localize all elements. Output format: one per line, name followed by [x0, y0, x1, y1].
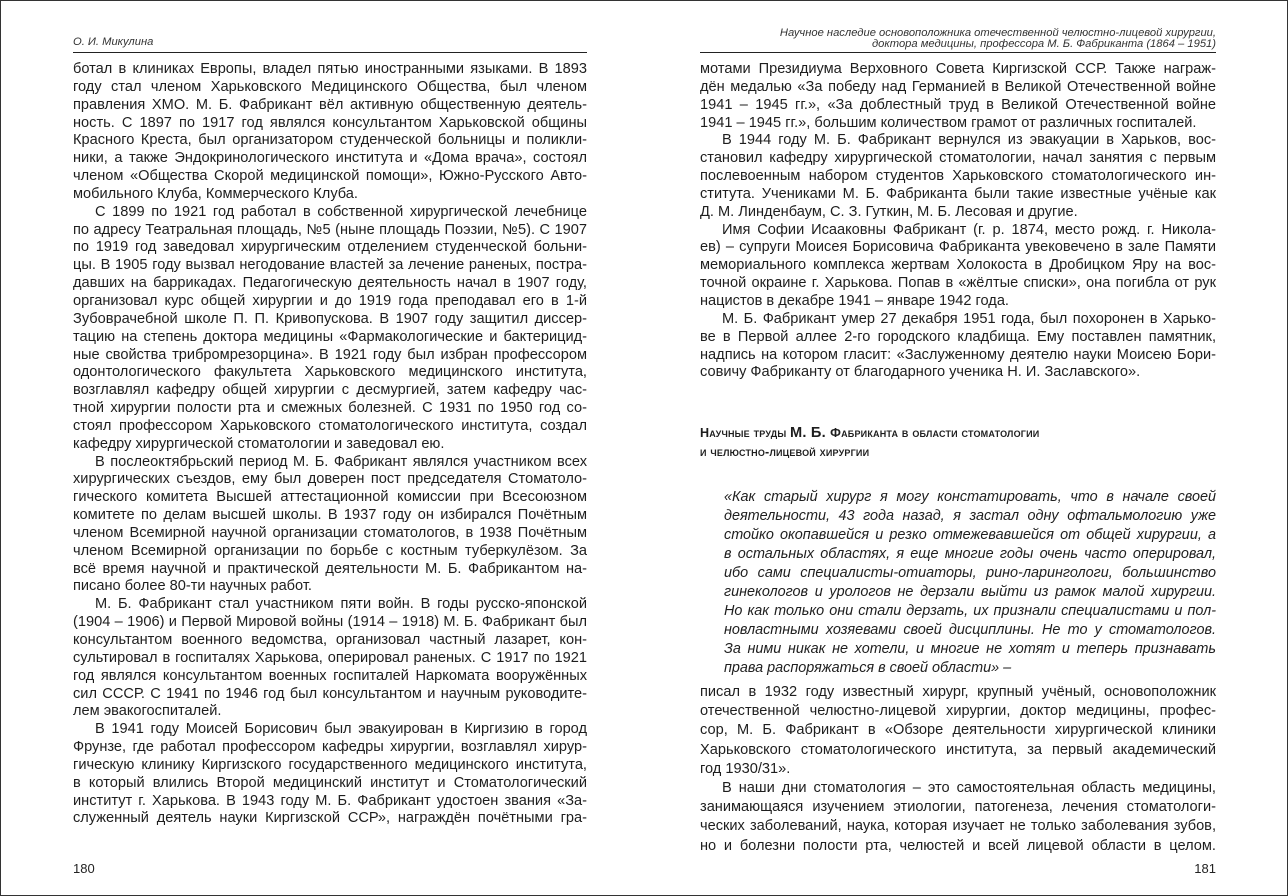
- text-line: ве в Первой аллее 2-го городского кладбища. Ему поставлен памятник,: [700, 328, 1216, 345]
- heading-part: Фабриканта в области стоматологии: [830, 426, 1040, 440]
- text-line: дён медалью «За победу над Германией в Великой Отечественной войне: [700, 78, 1216, 95]
- text-line: тацию на степень доктора медицины «Фармакологические и бактерицид-: [73, 328, 587, 345]
- text-line: В послеоктябрьский период М. Б. Фабрикант являлся участником всех: [95, 453, 587, 470]
- text-line: ческих заболеваний, наука, которая изучает не только заболевания зубов,: [700, 818, 1216, 835]
- text-line: гического комитета Высшей аттестационной комиссии при Всесоюзном: [73, 489, 587, 506]
- text-line: по адресу Театральная площадь, №5 (ныне площадь Поэзии, №5). С 1907: [73, 221, 587, 238]
- right-body-text: [700, 61, 1216, 382]
- text-line: С 1899 по 1921 год работал в собственной хирургической лечебнице: [95, 203, 587, 220]
- text-line: ники, а также Эндокринологического института и «Дома врача», состоял: [73, 150, 587, 167]
- text-line: надпись на котором гласит: «Заслуженному деятелю науки Моисею Бори-: [700, 346, 1216, 363]
- text-line: году стал членом Харьковского Медицинского Общества, был членом: [73, 78, 587, 95]
- text-line: Фрунзе, где работал профессором кафедры хирургии, возглавлял хирур-: [73, 739, 587, 756]
- text-line: Д. М. Линденбаум, С. З. Гуткин, М. Б. Лесовая и другие.: [700, 203, 1078, 220]
- text-line: 1941 – 1945 гг.», «За доблестный труд в Великой Отечественной войне: [700, 96, 1216, 113]
- heading-line: и челюстно-лицевой хирургии: [700, 445, 870, 459]
- text-line: мемориального комплекса жертвам Холокоста в Дробицком Яру на вос-: [700, 257, 1216, 274]
- text-line: занимающаяся изучением этиологии, патогенеза, лечения стоматологи-: [700, 799, 1216, 816]
- left-page: [73, 0, 587, 896]
- text-line: членом Всемирной организации по борьбе с костным туберкулёзом. За: [73, 542, 587, 559]
- quote-line: За ними никак не хотели, и многие не хотят и теперь признавать: [724, 641, 1216, 658]
- text-line: М. Б. Фабрикант стал участником пяти войн. В годы русско-японской: [95, 596, 587, 613]
- text-line: становил кафедру хирургической стоматологии, начал занятия с первым: [700, 150, 1216, 167]
- page-number: 181: [1194, 861, 1216, 876]
- text-line: цы. В 1905 году вызвал негодование властей за лечение раненых, постра-: [73, 257, 587, 274]
- text-line: Харьковского стоматологического института, за первый академический: [700, 741, 1216, 758]
- text-line: правления ХМО. М. Б. Фабрикант вёл активную общественную деятель-: [73, 96, 587, 113]
- text-line: давших на баррикадах. Педагогическую деятельность начал в 1907 году,: [73, 275, 587, 292]
- quote-line: стойко окопавшейся и резко отмежевавшейся от общей хирургии, а: [724, 527, 1216, 544]
- quote-line: новластными хозяевами своей дисциплины. Не то у стоматологов.: [724, 622, 1216, 639]
- quote-line: «Как старый хирург я могу констатировать, что в начале своей: [724, 489, 1216, 505]
- text-line: ститута. Учениками М. Б. Фабриканта были такие известные учёные как: [700, 185, 1216, 202]
- section-heading: [700, 424, 1039, 462]
- text-line: писано более 80-ти научных работ.: [73, 578, 312, 595]
- text-line: мотами Президиума Верховного Совета Киргизской ССР. Также награж-: [700, 61, 1216, 77]
- text-line: одонтологического факультета Харьковского медицинского института,: [73, 364, 587, 381]
- right-body-text-after-quote: [700, 683, 1216, 856]
- text-line: комитете по делам высшей школы. В 1937 году он избирался Почётным: [73, 507, 587, 524]
- text-line: гическую клинику Киргизского государственного медицинского института,: [73, 756, 587, 773]
- text-line: послевоенным набором студентов Харьковского стоматологического ин-: [700, 168, 1216, 185]
- text-line: членом Всемирной научной организации стоматологов, в 1938 Почётным: [73, 524, 587, 541]
- quote-line: Но как только они стали дерзать, их признали специалистами и пол-: [724, 603, 1216, 620]
- text-line: М. Б. Фабрикант умер 27 декабря 1951 года, был похоронен в Харько-: [722, 310, 1216, 327]
- text-line: ность. С 1897 по 1917 год являлся консультантом Харьковской общины: [73, 114, 587, 131]
- text-line: сил СССР. С 1941 по 1946 год был консультантом и научным руководите-: [73, 685, 587, 702]
- text-line: отечественной челюстно-лицевой хирургии, доктор медицины, профес-: [700, 703, 1216, 720]
- text-line: Зубоврачебной школе П. П. Кривопускова. В 1907 году защитил диссер-: [73, 310, 587, 327]
- block-quote: [724, 488, 1216, 678]
- text-line: писал в 1932 году известный хирург, крупный учёный, основоположник: [700, 684, 1216, 700]
- text-line: в который влились Второй медицинский институт и Стоматологический: [73, 774, 587, 791]
- text-line: сор, М. Б. Фабрикант в «Обзоре деятельности хирургической клиники: [700, 722, 1216, 739]
- text-line: В 1944 году М. Б. Фабрикант вернулся из эвакуации в Харьков, вос-: [722, 132, 1216, 149]
- text-line: В 1941 году Моисей Борисович был эвакуирован в Киргизию в город: [95, 721, 587, 738]
- text-line: точной окраине г. Харькова. Попав в «жёлтые списки», она погибла от рук: [700, 275, 1216, 292]
- quote-line: в остальных областях, я еще многие годы очень часто оперировал,: [724, 546, 1216, 563]
- text-line: по 1919 год заведовал хирургическим отделением студенческой больни-: [73, 239, 587, 256]
- author-name: О. И. Микулина: [73, 35, 154, 48]
- text-line: но и болезни полости рта, челюстей и всей лицевой области в целом.: [700, 837, 1216, 854]
- text-line: тной хирургии полости рта и смежных болезней. С 1931 по 1950 год со-: [73, 400, 587, 417]
- text-line: сультировал в госпиталях Харькова, оперировал раненых. С 1917 по 1921: [73, 649, 587, 666]
- quote-line: гинекологов и урологов не дерзали выйти из рамок малой хирургии.: [724, 584, 1216, 601]
- text-line: мобильного Клуба, Коммерческого Клуба.: [73, 185, 358, 202]
- running-head-title: [700, 28, 1216, 53]
- quote-line: ибо сами специалисты-отиаторы, рино-ларингологи, большинство: [724, 565, 1216, 582]
- text-line: служенный деятель науки Киргизской ССР», награждён почётными гра-: [73, 810, 587, 827]
- right-page: [700, 0, 1216, 896]
- text-line: ные свойства трибромрезорцина». В 1921 году был избран профессором: [73, 346, 587, 363]
- text-line: год 1930/31».: [700, 760, 791, 777]
- text-line: Имя Софии Исааковны Фабрикант (г. р. 1874, место рожд. г. Никола-: [722, 221, 1216, 238]
- text-line: нацистов в декабре 1941 – январе 1942 года.: [700, 292, 1009, 309]
- text-line: Красного Креста, был организатором студенческой больницы и поликли-: [73, 132, 587, 149]
- text-line: членом «Общества Скорой медицинской помощи», Южно-Русского Авто-: [73, 168, 587, 185]
- text-line: консультантом военного ведомства, организовал частный лазарет, кон-: [73, 632, 587, 648]
- text-line: год являлся консультантом военных госпиталей Наркомата вооружённых: [73, 667, 587, 684]
- running-head-line: доктора медицины, профессора М. Б. Фабриканта (1864 – 1951): [871, 38, 1216, 50]
- text-line: институт г. Харькова. В 1943 году М. Б. Фабрикант удостоен звания «За-: [73, 792, 587, 809]
- running-head-author: [73, 28, 587, 53]
- text-line: стоял профессором Харьковского стоматологического института, создал: [73, 417, 587, 434]
- text-line: совичу Фабриканту от благодарного ученика Н. И. Заславского».: [700, 364, 1141, 381]
- heading-part: Научные труды: [700, 426, 791, 440]
- text-line: всё время научной и практической деятельности М. Б. Фабрикантом на-: [73, 560, 587, 577]
- left-body-text: [73, 61, 587, 828]
- text-line: организовал курс общей хирургии и до 1919 года преподавал его в 1-й: [73, 292, 587, 309]
- quote-line: деятельности, 43 года назад, я застал одну офтальмологию уже: [724, 508, 1216, 525]
- text-line: (1904 – 1906) и Первой Мировой войны (1914 – 1918) М. Б. Фабрикант был: [73, 614, 587, 631]
- text-line: ботал в клиниках Европы, владел пятью иностранными языками. В 1893: [73, 61, 587, 77]
- running-head-line: Научное наследие основоположника отечественной челюстно-лицевой хирургии,: [779, 27, 1216, 39]
- text-line: хирургических съездов, ему был доверен пост председателя Стоматоло-: [73, 471, 587, 488]
- page-number: 180: [73, 861, 95, 876]
- text-line: В наши дни стоматология – это самостоятельная область медицины,: [722, 779, 1216, 796]
- text-line: кафедру хирургической стоматологии и заведовал ею.: [73, 435, 445, 452]
- quote-line: права распоряжаться в своей области» –: [724, 660, 1012, 677]
- text-line: ев) – супруги Моисея Борисовича Фабриканта увековечено в зале Памяти: [700, 239, 1216, 256]
- text-line: возглавлял кафедру общей хирургии с десмургией, затем кафедру час-: [73, 382, 587, 399]
- text-line: лем эвакогоспиталей.: [73, 703, 222, 720]
- text-line: 1941 – 1945 гг.», большим количеством грамот от различных госпиталей.: [700, 114, 1197, 131]
- heading-part: М. Б.: [790, 425, 831, 441]
